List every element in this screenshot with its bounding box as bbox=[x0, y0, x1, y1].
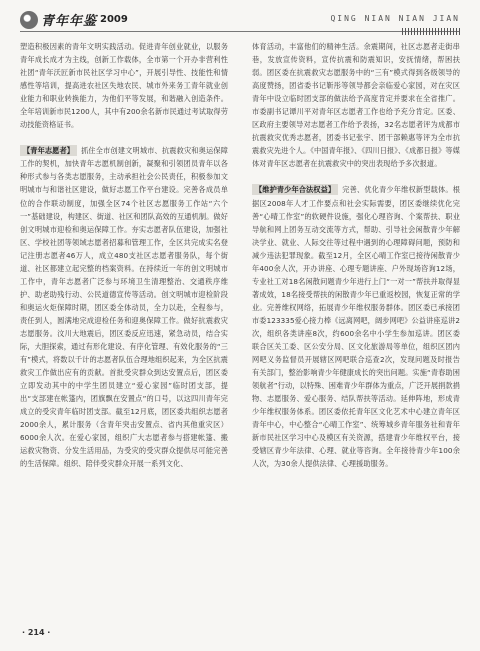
page-header bbox=[0, 0, 480, 44]
paragraph-volunteers bbox=[20, 144, 228, 470]
paragraph-youth-employment: 塑造积极因素的青年文明实践活动。促进青年创业就业，以服务青年成长成才为主线，创新工作载体，全市第一个开办非营利性社团“青年沃匠新市民社区学习中心”，开展引导性、技能性和情感性等培训，提高进农社区失地农民、城市外来务工青年就业创业能力和职业转换能力，为他们平等发展，和谐融入创造条件。全年培训新市民1200人，其中有200余名新市民通过考试取得劳动技能资格证书。 bbox=[20, 42, 228, 130]
emblem-icon bbox=[20, 11, 38, 29]
right-column bbox=[252, 40, 460, 471]
section-tag-volunteers: 【青年志愿者】 bbox=[20, 145, 77, 156]
paragraph-rights bbox=[252, 183, 460, 470]
page-number: · 214 · bbox=[22, 628, 51, 637]
yearbook-title: 青年年鉴 bbox=[41, 14, 98, 29]
rule-ticks-icon bbox=[402, 28, 460, 35]
paragraph-rights-text: 完善、优化青少年维权新型载体。根据区2008年人才工作要点和社会实际需要，团区委继续优化完善“心晴工作室”的软硬件设施，强化心理咨询、个案帮扶、职业导航和网上团务互动交流等方式，帮助、引导社会闲散青少年解决学业、就业、人际交往等过程中遇到的心理障碍问题，预防和减少违法犯罪现象。截至12月，全区心晴工作室已接待闲散青少年400余人次，开办讲座、心理专题讲座、户外现场咨询12场，专业社工对18名闲散问题青少年进行上门“一对一”帮扶并取得显著成效，18名接受帮扶的闲散青少年已重返校园，恢复正常的学业。完善维权网络，拓展青少年维权服务群体。团区委已承接团市委123335爱心接力棒《远离网吧，阔步网吧》公益讲座巡讲2次，组织各类讲座8次，约600余名中小学生参加巡讲。团区委联合区关工委、区公安分局、区文化旅游局等单位，组织区团内网吧义务监督员开展辖区网吧联合巡查2次，发现问题及时报告有关部门，整治影响青少年健康成长的突出问题。实施“青春助困领航者”行动，以特殊、困难青少年群体为重点，广泛开展捐款捐物、志愿服务、爱心服务、结队帮扶等活动。延伸阵地，形成青少年维权服务体系。团区委依托青年区文化艺术中心建立青年区青年中心，中心整合“心晴工作室”、统筹城乡青年服务社和青年新市民社区学习中心及模区有关资源，搭建青少年维权平台，接受辖区青少年法律、心理、就业等咨询。全年接待青少年100余人次，为30余人提供法律、心理援助服务。 bbox=[252, 185, 460, 469]
header-pinyin: QING NIAN NIAN JIAN bbox=[330, 14, 460, 23]
yearbook-year: 2009 bbox=[100, 14, 128, 25]
left-column bbox=[20, 40, 228, 471]
header-rule bbox=[20, 28, 460, 36]
paragraph-volunteers-text: 抓住全市创建文明城市、抗震救灾和奥运保障工作的契机，加快青年志愿机制创新，凝聚和引领团员青年以各种形式参与各类志愿服务，主动承担社会公民责任，积极参加文明城市与和谐社区建设，做好志愿工作平台建设。完善各成员单位的合作联动制度，加强全区74个社区志愿服务工作站“六个一”基础建设，构建区、街道、社区和团队高效的互通机制。做好创文明城市迎检和奥运保障工作。夯实志愿者队伍建设，加强社区、学校社团等领域志愿者招募和管理工作，全区共完成实名登记注册志愿者46万人，成立480支社区志愿者服务队，每个街道、社区都建立起完整的档案资料。在持续近一年的创文明城市工作中，青年志愿者广泛参与环境卫生清理整治、交通秩序维护、助老助残行动、公民道德宣传等活动。创文明城市迎检阶段和奥运火炬保障时期，团区委全体动员，全力以赴，全程参与，责任到人，圆满地完成迎检任务和迎奥保障工作。做好抗震救灾志愿服务。汶川大地震后，团区委反应迅速，紧急动员，结合实际，大胆探索，通过有形化建设、有序化管理、有效化服务的“三有”模式，将数以千计的志愿者队伍合理地组织起来，为全区抗震救灾工作做出应有的贡献。首批受灾群众到达安置点后，团区委立即发动其中的中学生团员建立“爱心家园”临时团支部，提出“支部建在帐篷内，团旗飘在安置点”的口号，以这四川青年完成立的受灾青年临时团支部。截至12月底，团区委共组织志愿者2000余人，累计服务（含青年突击安置点、省内其他重灾区）6000余人次。在爱心家园，组织广大志愿者参与搭建帐篷、搬运救灾物资、分发生活用品，为受灾的受灾群众提供尽可能完善的生活保障。组织、陪伴受灾群众开展一系列文化、 bbox=[20, 146, 228, 469]
yearbook-logo bbox=[20, 10, 128, 29]
section-tag-rights: 【维护青少年合法权益】 bbox=[252, 184, 338, 195]
paragraph-volunteers-continued: 体育活动，丰富他们的精神生活。余震期间，社区志愿者走街串巷，发放宣传资料，宣传抗震和防震知识，安抚情绪，帮困扶弱。团区委在抗震救灾志愿服务中的“三有”模式得到各级领导的高度赞扬，团省委书记靳彤等领导都会亲临爱心家园，对在灾区青年中设立临时团支部的做法给予高度肯定并要求在全省推广。市委副书记谭川平对青年区志愿者工作也给予充分肯定。区委、区政府主要领导对志愿者工作给予表扬，32名志愿者评为成都市抗震救灾优秀志愿者，团委书记张宇、团干部赖惠等评为全市抗震救灾先进个人。《中国青年报》、《四川日报》、《成都日报》等媒体对青年区志愿者在抗震救灾中的突出表现给予多次报道。 bbox=[252, 42, 460, 169]
